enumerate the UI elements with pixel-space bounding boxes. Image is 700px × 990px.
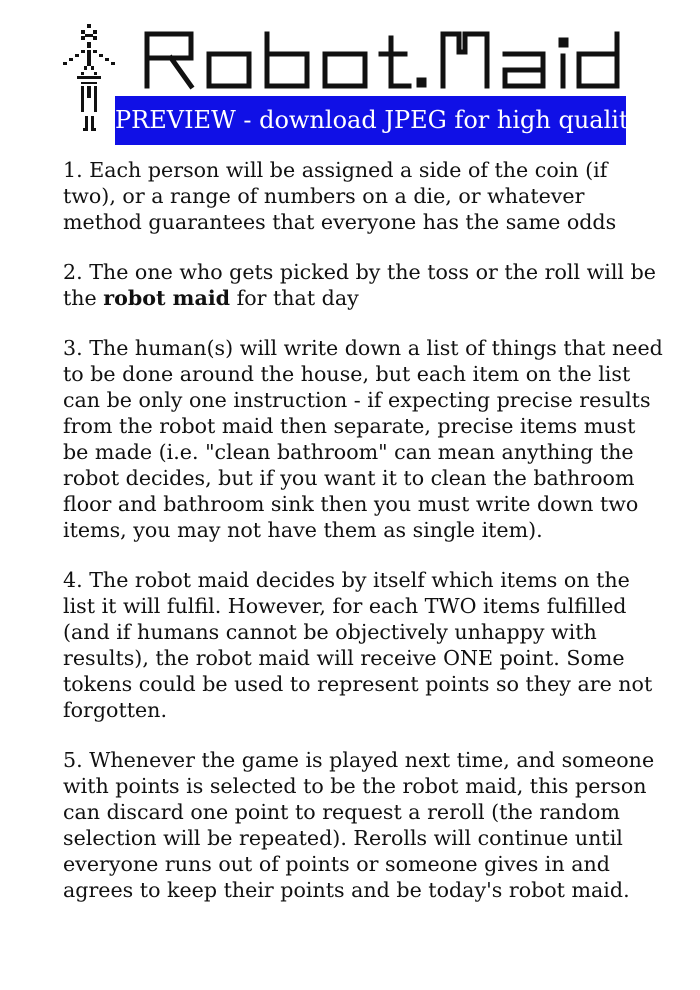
header [0, 0, 700, 150]
rule-1: 1. Each person will be assigned a side of the coin (if two), or a range of numbers on a die, or whatever method guarantees that everyone has the same odds [63, 158, 617, 234]
preview-banner: PREVIEW - download JPEG for high quality [115, 96, 626, 145]
rules-list [63, 157, 663, 927]
rule-3: 3. The human(s) will write down a list of things that need to be done around the house, but each item on the list can be only one instruction - if expecting precise results from the robot maid then separate, precise items must be made (i.e. "clean bathroom" can mean anything the robot decides, but if you want it to clean the bathroom floor and bathroom sink then you must write down two items, you may not have them as single item). [63, 336, 663, 542]
rule-2-bold: robot maid [103, 286, 231, 310]
rule-2 [63, 259, 663, 311]
rule-4: 4. The robot maid decides by itself which items on the list it will fulfil. However, for each TWO items fulfilled (and if humans cannot be objectively unhappy with results), the robot maid will receive ONE point. Some tokens could be used to represent points so they are not forgotten. [63, 568, 653, 722]
rule-2-after: for that day [230, 286, 359, 310]
rule-5: 5. Whenever the game is played next time, and someone with points is selected to be the robot maid, this person can discard one point to request a reroll (the random selection will be repeated). Rerolls will continue until everyone runs out of points or someone gives in and agrees to keep their points and be today's robot maid. [63, 748, 655, 902]
title-logo [143, 30, 621, 90]
rule-2-before: 2. The one who gets picked by the toss or the roll will be the [63, 260, 656, 310]
robot-maid-icon [60, 24, 118, 134]
